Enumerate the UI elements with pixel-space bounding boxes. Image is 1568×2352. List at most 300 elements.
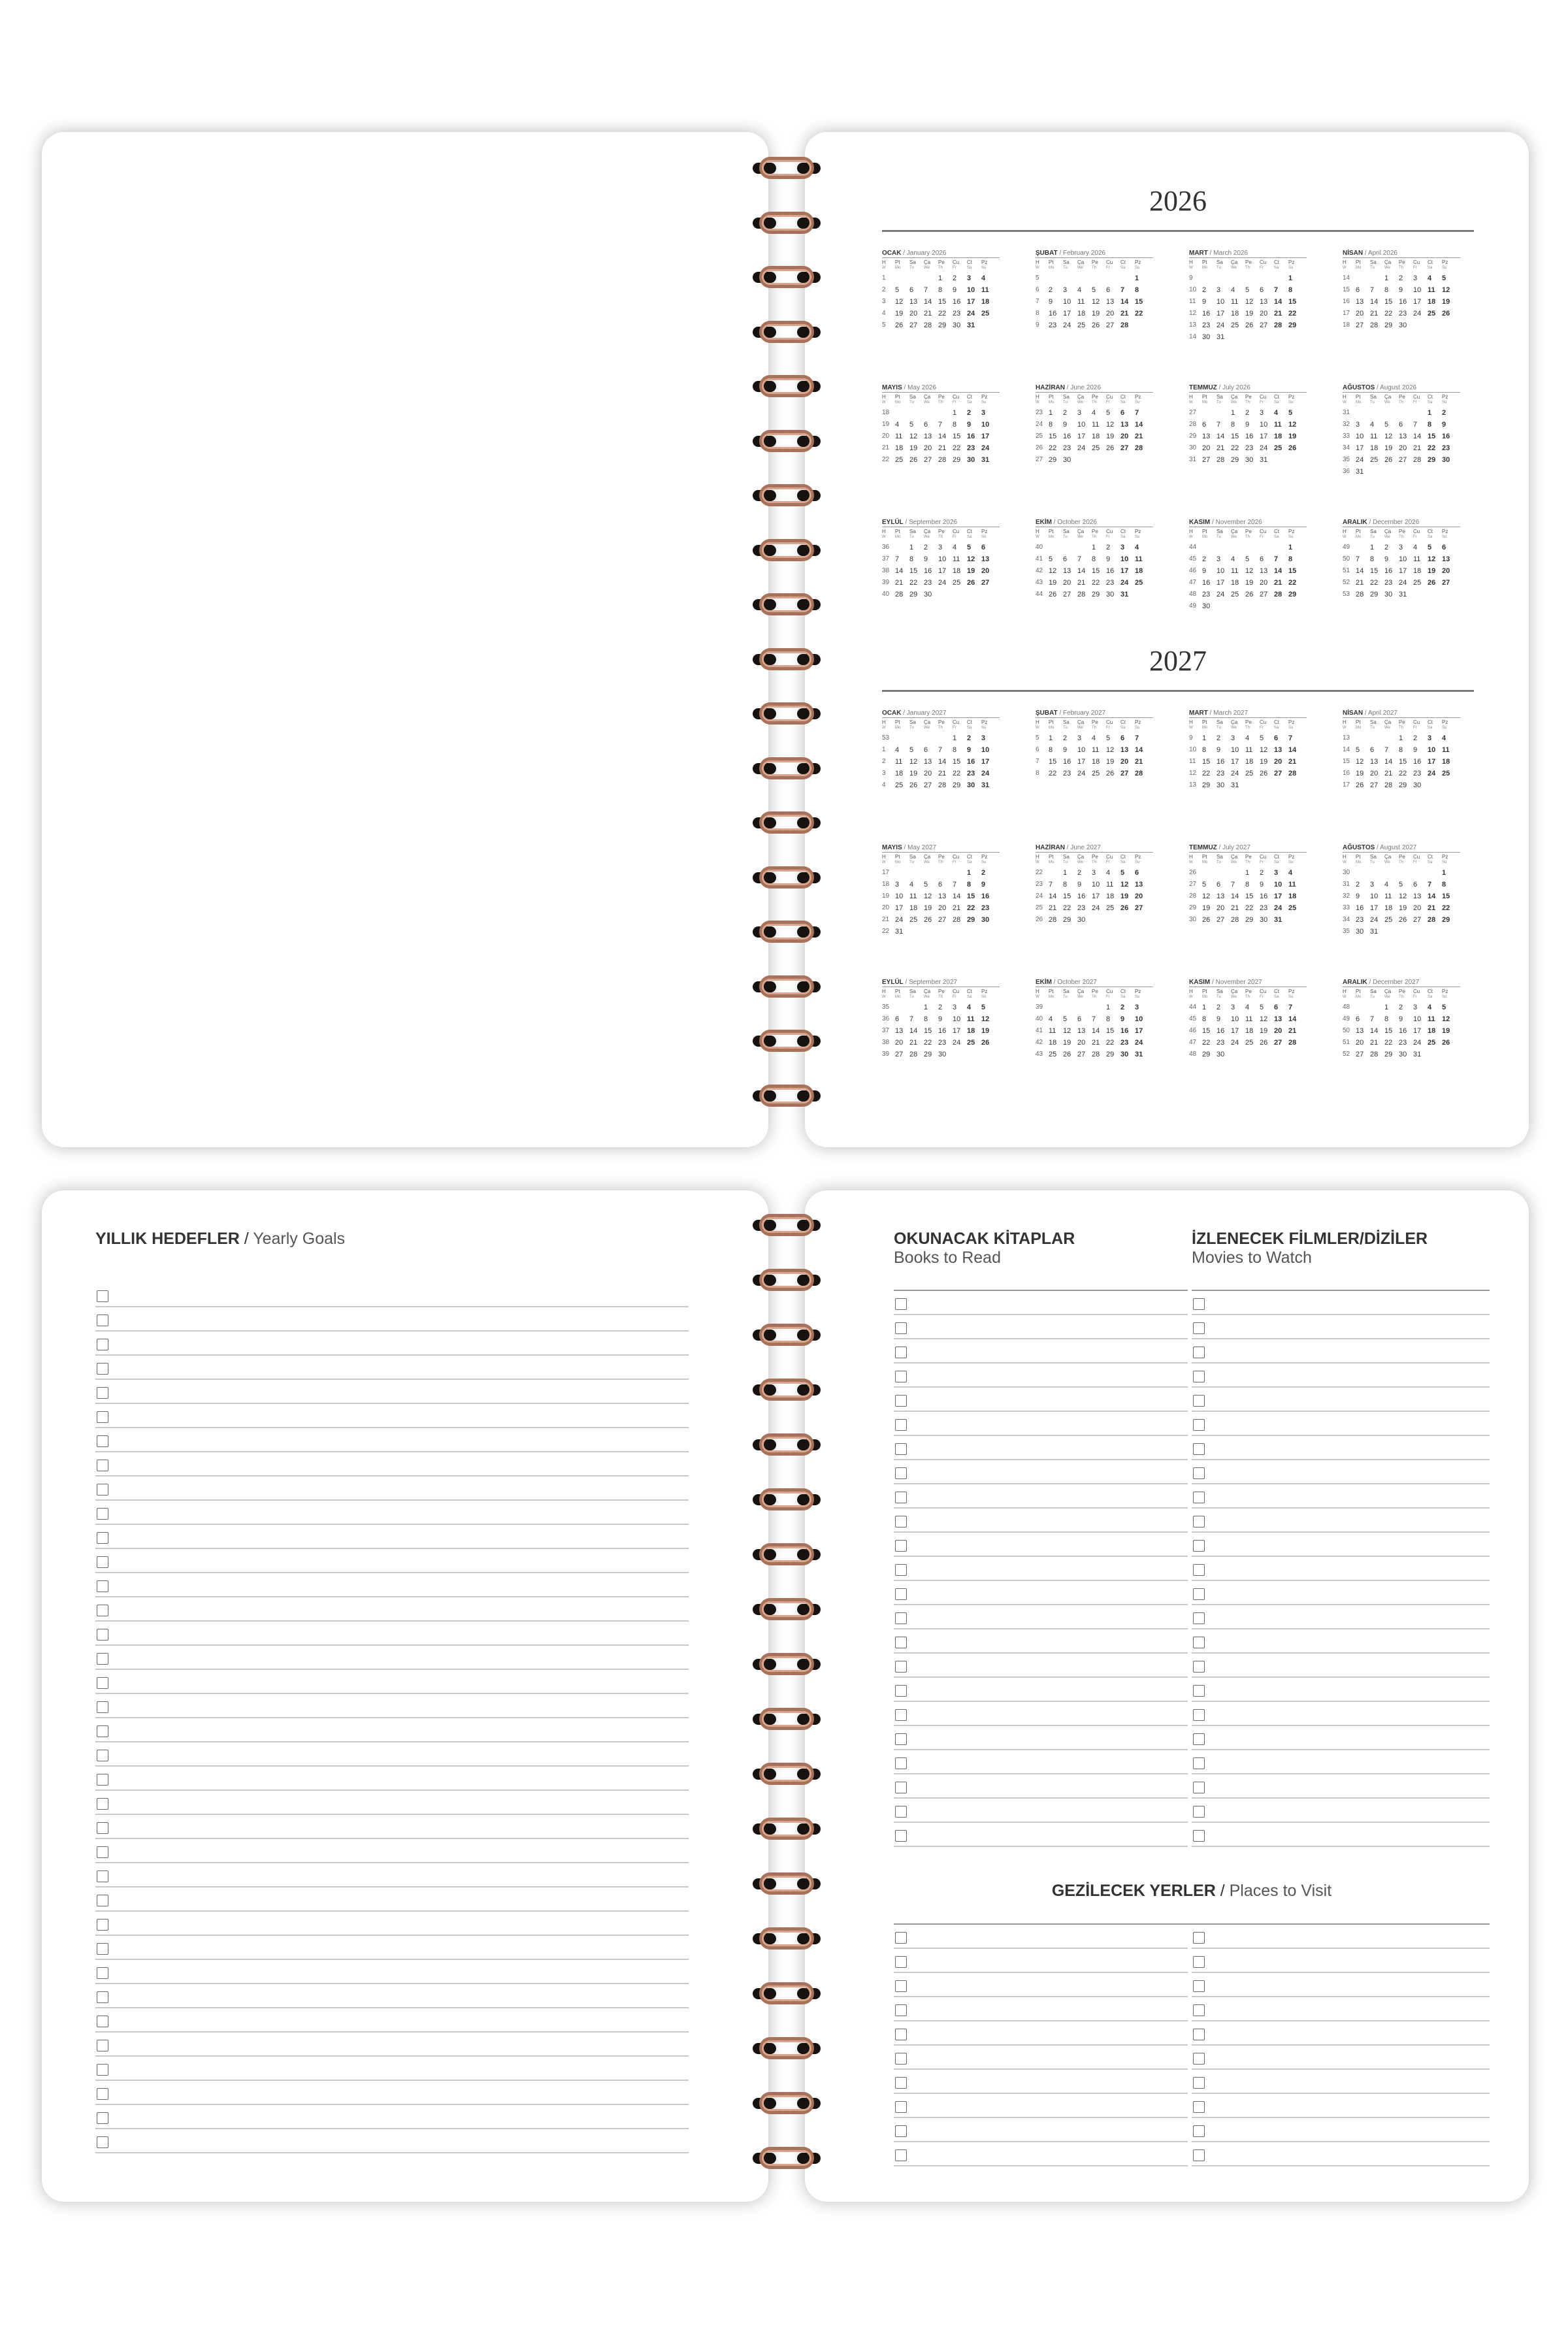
checkbox[interactable] (1193, 1347, 1205, 1358)
checkbox[interactable] (97, 1629, 108, 1641)
goal-row[interactable] (95, 2105, 689, 2129)
calendar-day: 9 (1106, 555, 1111, 563)
checkbox[interactable] (895, 2029, 907, 2040)
book-row[interactable] (894, 1291, 1188, 1315)
checkbox[interactable] (97, 1580, 108, 1592)
movie-row[interactable] (1192, 1750, 1490, 1774)
calendar-day: 16 (1049, 310, 1057, 318)
calendar-day (953, 926, 967, 938)
week-number: 50 (1343, 555, 1350, 563)
book-row[interactable] (894, 1605, 1188, 1629)
calendar-day (981, 589, 996, 600)
book-row[interactable] (894, 1702, 1188, 1726)
goal-row[interactable] (95, 2033, 689, 2057)
calendar-day (981, 319, 996, 331)
calendar-day: 7 (938, 421, 943, 429)
calendar-week (882, 272, 1000, 284)
checkbox[interactable] (97, 2016, 108, 2027)
calendar-day: 5 (1063, 1015, 1068, 1023)
weekday-header: H Pt Sa Ça Pe Cu Ct Pz (1343, 529, 1448, 534)
checkbox[interactable] (895, 2101, 907, 2113)
calendar-day: 26 (895, 321, 904, 329)
calendar-day: 21 (1049, 904, 1057, 912)
calendar-day: 19 (909, 444, 918, 452)
calendar-week (1343, 454, 1460, 466)
calendar-day: 24 (895, 916, 904, 924)
place-row[interactable] (1192, 2118, 1490, 2142)
movie-row[interactable] (1192, 1339, 1490, 1364)
book-row[interactable] (894, 1678, 1188, 1702)
calendar-day: 16 (967, 758, 975, 766)
goal-row[interactable] (95, 1646, 689, 1670)
book-row[interactable] (894, 1460, 1188, 1484)
checkbox[interactable] (895, 1588, 907, 1600)
book-row[interactable] (894, 1436, 1188, 1460)
calendar-day: 17 (1428, 758, 1436, 766)
checkbox[interactable] (895, 1347, 907, 1358)
calendar-week (882, 867, 1000, 879)
goal-row[interactable] (95, 1428, 689, 1452)
checkbox[interactable] (97, 1774, 108, 1786)
checkbox[interactable] (97, 1967, 108, 1979)
goal-row[interactable] (95, 1283, 689, 1307)
checkbox[interactable] (895, 1980, 907, 1992)
movie-row[interactable] (1192, 1799, 1490, 1823)
checkbox[interactable] (97, 1460, 108, 1471)
calendar-day: 4 (1384, 881, 1389, 889)
calendar-day: 14 (1217, 433, 1225, 440)
calendar-day: 21 (1077, 579, 1086, 587)
calendar-day: 21 (1274, 579, 1282, 587)
checkbox[interactable] (1193, 1709, 1205, 1721)
movie-row[interactable] (1192, 1315, 1490, 1339)
checkbox[interactable] (97, 1653, 108, 1665)
calendar-day: 7 (924, 286, 928, 294)
checkbox[interactable] (895, 1419, 907, 1431)
goal-row[interactable] (95, 2057, 689, 2081)
checkbox[interactable] (1193, 1516, 1205, 1527)
book-row[interactable] (894, 1654, 1188, 1678)
checkbox[interactable] (1193, 1298, 1205, 1310)
checkbox[interactable] (97, 2112, 108, 2124)
checkbox[interactable] (1193, 1492, 1205, 1503)
movie-row[interactable] (1192, 1726, 1490, 1750)
goal-row[interactable] (95, 1501, 689, 1525)
week-number: 48 (1343, 1004, 1350, 1011)
calendar-day (981, 926, 996, 938)
checkbox[interactable] (97, 1895, 108, 1906)
checkbox[interactable] (1193, 2077, 1205, 2089)
book-row[interactable] (894, 1799, 1188, 1823)
movie-row[interactable] (1192, 1509, 1490, 1533)
calendar-week (1036, 1002, 1153, 1013)
checkbox[interactable] (895, 2077, 907, 2089)
checkbox[interactable] (895, 1492, 907, 1503)
checkbox[interactable] (1193, 1932, 1205, 1944)
calendar-day: 17 (1231, 758, 1239, 766)
book-row[interactable] (894, 1629, 1188, 1654)
calendar-day: 10 (981, 421, 990, 429)
movie-row[interactable] (1192, 1678, 1490, 1702)
place-row[interactable] (894, 1949, 1188, 1973)
calendar-week (882, 577, 1000, 589)
movie-row[interactable] (1192, 1774, 1490, 1799)
calendar-day: 1 (953, 409, 957, 417)
movie-row[interactable] (1192, 1823, 1490, 1847)
place-row[interactable] (1192, 1949, 1490, 1973)
calendar-day: 31 (1356, 468, 1364, 476)
movie-row[interactable] (1192, 1412, 1490, 1436)
checkbox[interactable] (895, 1612, 907, 1624)
checkbox[interactable] (895, 1540, 907, 1552)
book-row[interactable] (894, 1750, 1188, 1774)
checkbox[interactable] (1193, 1830, 1205, 1842)
calendar-month (882, 250, 1000, 331)
goal-row[interactable] (95, 1525, 689, 1549)
place-row[interactable] (894, 1925, 1188, 1949)
calendar-day: 5 (1106, 409, 1111, 417)
calendar-day: 18 (895, 770, 904, 777)
place-row[interactable] (1192, 2046, 1490, 2070)
calendar-day: 27 (1120, 770, 1129, 777)
movie-row[interactable] (1192, 1629, 1490, 1654)
movie-row[interactable] (1192, 1484, 1490, 1509)
goal-row[interactable] (95, 1597, 689, 1622)
week-number: 39 (882, 1051, 890, 1058)
checkbox[interactable] (895, 1685, 907, 1697)
calendar-day: 7 (1413, 421, 1418, 429)
calendar-week (1189, 419, 1307, 431)
checkbox[interactable] (97, 1411, 108, 1423)
calendar-week (1189, 454, 1307, 466)
checkbox[interactable] (895, 1782, 907, 1793)
calendar-day: 17 (1260, 433, 1268, 440)
checkbox[interactable] (895, 2053, 907, 2065)
checkbox[interactable] (97, 1846, 108, 1858)
checkbox[interactable] (895, 2149, 907, 2161)
book-row[interactable] (894, 1339, 1188, 1364)
checkbox[interactable] (895, 1956, 907, 1968)
checkbox[interactable] (97, 1677, 108, 1689)
movie-row[interactable] (1192, 1581, 1490, 1605)
checkbox[interactable] (1193, 1443, 1205, 1455)
calendar-day: 17 (981, 433, 990, 440)
goal-row[interactable] (95, 1380, 689, 1404)
book-row[interactable] (894, 1484, 1188, 1509)
calendar-day (967, 1049, 981, 1060)
calendar-day: 19 (1399, 904, 1407, 912)
checkbox[interactable] (895, 1371, 907, 1382)
calendar-day: 23 (967, 444, 975, 452)
book-row[interactable] (894, 1726, 1188, 1750)
book-row[interactable] (894, 1774, 1188, 1799)
month-name: KASIM / November 2027 (1189, 979, 1307, 987)
place-row[interactable] (1192, 2070, 1490, 2094)
place-row[interactable] (894, 2021, 1188, 2046)
goal-row[interactable] (95, 1960, 689, 1984)
place-row[interactable] (894, 2118, 1188, 2142)
checkbox[interactable] (895, 1637, 907, 1648)
checkbox[interactable] (1193, 1419, 1205, 1431)
calendar-day: 8 (1384, 1015, 1389, 1023)
checkbox[interactable] (97, 1532, 108, 1544)
checkbox[interactable] (97, 1701, 108, 1713)
calendar-day: 23 (1202, 591, 1211, 598)
movie-row[interactable] (1192, 1702, 1490, 1726)
week-number: 32 (1343, 892, 1350, 900)
calendar-day: 20 (981, 567, 990, 575)
checkbox[interactable] (895, 1932, 907, 1944)
checkbox[interactable] (895, 1806, 907, 1818)
week-number: 22 (882, 928, 890, 935)
goal-row[interactable] (95, 1356, 689, 1380)
checkbox[interactable] (895, 1564, 907, 1576)
goal-row[interactable] (95, 1767, 689, 1791)
calendar-day: 26 (1049, 591, 1057, 598)
checkbox[interactable] (1193, 1564, 1205, 1576)
checkbox[interactable] (895, 1830, 907, 1842)
calendar-day (1063, 1002, 1077, 1013)
checkbox[interactable] (895, 1298, 907, 1310)
checkbox[interactable] (97, 1798, 108, 1810)
checkbox[interactable] (97, 1870, 108, 1882)
place-row[interactable] (1192, 1925, 1490, 1949)
goal-row[interactable] (95, 1815, 689, 1839)
place-row[interactable] (894, 2046, 1188, 2070)
checkbox[interactable] (1193, 2125, 1205, 2137)
checkbox[interactable] (895, 1443, 907, 1455)
checkbox[interactable] (1193, 1395, 1205, 1407)
goal-row[interactable] (95, 1984, 689, 2008)
checkbox[interactable] (1193, 1956, 1205, 1968)
calendar-month (1343, 844, 1460, 938)
calendar-day: 2 (1120, 1004, 1125, 1011)
place-row[interactable] (1192, 1997, 1490, 2021)
calendar-day: 24 (938, 579, 947, 587)
checkbox[interactable] (895, 1709, 907, 1721)
goal-row[interactable] (95, 1718, 689, 1742)
weekday-header-en: W Mo Tu We Th Fr Sa Su (1189, 266, 1294, 270)
checkbox[interactable] (895, 1322, 907, 1334)
checkbox[interactable] (895, 2004, 907, 2016)
checkbox[interactable] (1193, 2004, 1205, 2016)
calendar-day: 10 (1260, 421, 1268, 429)
calendar-day: 14 (1231, 892, 1239, 900)
goal-row[interactable] (95, 1573, 689, 1597)
movie-row[interactable] (1192, 1533, 1490, 1557)
book-row[interactable] (894, 1509, 1188, 1533)
place-row[interactable] (894, 2070, 1188, 2094)
checkbox[interactable] (1193, 1661, 1205, 1673)
checkbox[interactable] (1193, 1806, 1205, 1818)
goal-row[interactable] (95, 2008, 689, 2033)
checkbox[interactable] (97, 1919, 108, 1931)
goal-row[interactable] (95, 1791, 689, 1815)
goal-row[interactable] (95, 1742, 689, 1767)
goal-row[interactable] (95, 1331, 689, 1356)
checkbox[interactable] (895, 2125, 907, 2137)
weekday-header: H Pt Sa Ça Pe Cu Ct Pz (1189, 719, 1295, 725)
movie-row[interactable] (1192, 1388, 1490, 1412)
calendar-day: 29 (1202, 781, 1211, 789)
movie-row[interactable] (1192, 1557, 1490, 1581)
calendar-week (1036, 914, 1153, 926)
movie-row[interactable] (1192, 1605, 1490, 1629)
calendar-day: 29 (1442, 916, 1450, 924)
checkbox[interactable] (1193, 1980, 1205, 1992)
checkbox[interactable] (895, 1757, 907, 1769)
weekday-header: H Pt Sa Ça Pe Cu Ct Pz (1189, 394, 1295, 400)
checkbox[interactable] (1193, 1612, 1205, 1624)
goal-row[interactable] (95, 1863, 689, 1887)
calendar-day: 18 (1370, 444, 1379, 452)
checkbox[interactable] (97, 1508, 108, 1520)
calendar-day: 12 (1260, 1015, 1268, 1023)
calendar-day: 24 (1413, 1039, 1422, 1047)
book-row[interactable] (894, 1823, 1188, 1847)
place-row[interactable] (894, 1997, 1188, 2021)
checkbox[interactable] (1193, 2149, 1205, 2161)
book-row[interactable] (894, 1412, 1188, 1436)
book-row[interactable] (894, 1581, 1188, 1605)
place-row[interactable] (1192, 2094, 1490, 2118)
checkbox[interactable] (97, 2064, 108, 2076)
calendar-year-rule (882, 230, 1474, 232)
week-number: 46 (1189, 567, 1197, 574)
movie-row[interactable] (1192, 1436, 1490, 1460)
calendar-day: 9 (953, 286, 957, 294)
calendar-day: 11 (1274, 421, 1282, 429)
calendar-day: 5 (1120, 869, 1125, 877)
goal-row[interactable] (95, 2081, 689, 2105)
place-row[interactable] (894, 1973, 1188, 1997)
place-row[interactable] (1192, 2142, 1490, 2166)
checkbox[interactable] (1193, 1782, 1205, 1793)
checkbox[interactable] (895, 1467, 907, 1479)
calendar-month (1036, 844, 1153, 926)
calendar-day: 10 (1231, 1015, 1239, 1023)
checkbox[interactable] (1193, 1322, 1205, 1334)
week-number: 35 (1343, 928, 1350, 935)
calendar-week (882, 419, 1000, 431)
checkbox[interactable] (1193, 2029, 1205, 2040)
checkbox[interactable] (895, 1516, 907, 1527)
checkbox[interactable] (97, 2088, 108, 2100)
movie-row[interactable] (1192, 1291, 1490, 1315)
checkbox[interactable] (97, 1822, 108, 1834)
checkbox[interactable] (97, 1315, 108, 1326)
checkbox[interactable] (97, 1339, 108, 1350)
calendar-day: 17 (1077, 758, 1086, 766)
checkbox[interactable] (97, 1605, 108, 1616)
checkbox[interactable] (97, 1363, 108, 1375)
calendar-day: 9 (1384, 555, 1389, 563)
goal-row[interactable] (95, 1887, 689, 1912)
checkbox[interactable] (1193, 1540, 1205, 1552)
checkbox[interactable] (97, 1387, 108, 1399)
checkbox[interactable] (1193, 1467, 1205, 1479)
book-row[interactable] (894, 1557, 1188, 1581)
calendar-day: 4 (1288, 869, 1293, 877)
place-row[interactable] (894, 2142, 1188, 2166)
calendar-day: 22 (1135, 310, 1143, 318)
goal-row[interactable] (95, 1477, 689, 1501)
checkbox[interactable] (895, 1661, 907, 1673)
calendar-day: 23 (1063, 444, 1071, 452)
checkbox[interactable] (97, 1290, 108, 1302)
checkbox[interactable] (1193, 1371, 1205, 1382)
place-row[interactable] (1192, 1973, 1490, 1997)
checkbox[interactable] (1193, 1588, 1205, 1600)
book-row[interactable] (894, 1364, 1188, 1388)
week-number: 51 (1343, 1039, 1350, 1046)
calendar-day: 15 (1399, 758, 1407, 766)
checkbox[interactable] (1193, 1637, 1205, 1648)
checkbox[interactable] (97, 2040, 108, 2051)
checkbox[interactable] (97, 1991, 108, 2003)
calendar-day: 25 (967, 1039, 975, 1047)
checkbox[interactable] (1193, 1733, 1205, 1745)
calendar-day: 30 (1106, 591, 1115, 598)
goal-row[interactable] (95, 1694, 689, 1718)
checkbox[interactable] (895, 1395, 907, 1407)
calendar-day: 25 (1245, 770, 1254, 777)
book-row[interactable] (894, 1533, 1188, 1557)
goal-row[interactable] (95, 1839, 689, 1863)
goal-row[interactable] (95, 1936, 689, 1960)
movie-row[interactable] (1192, 1654, 1490, 1678)
goal-row[interactable] (95, 1622, 689, 1646)
calendar-day: 20 (909, 310, 918, 318)
checkbox[interactable] (97, 1484, 108, 1495)
goal-row[interactable] (95, 1452, 689, 1477)
checkbox[interactable] (895, 1733, 907, 1745)
movie-row[interactable] (1192, 1364, 1490, 1388)
calendar-day: 22 (1288, 579, 1297, 587)
movie-row[interactable] (1192, 1460, 1490, 1484)
checkbox[interactable] (97, 1750, 108, 1761)
calendar-day: 1 (1049, 409, 1053, 417)
calendar-day: 29 (1092, 591, 1100, 598)
goal-row[interactable] (95, 1404, 689, 1428)
calendar-day: 13 (1442, 555, 1450, 563)
checkbox[interactable] (97, 1435, 108, 1447)
calendar-day: 17 (1413, 1027, 1422, 1035)
checkbox[interactable] (1193, 2101, 1205, 2113)
checkbox[interactable] (97, 1556, 108, 1568)
checkbox[interactable] (97, 2136, 108, 2148)
goal-row[interactable] (95, 1549, 689, 1573)
week-number: 13 (1343, 734, 1350, 742)
goal-row[interactable] (95, 1670, 689, 1694)
book-row[interactable] (894, 1388, 1188, 1412)
place-row[interactable] (1192, 2021, 1490, 2046)
calendar-day (895, 407, 909, 419)
checkbox[interactable] (97, 1725, 108, 1737)
checkbox[interactable] (1193, 1685, 1205, 1697)
goal-row[interactable] (95, 1912, 689, 1936)
calendar-day: 2 (1217, 1004, 1221, 1011)
calendar-day: 30 (1202, 333, 1211, 341)
book-row[interactable] (894, 1315, 1188, 1339)
goal-row[interactable] (95, 2129, 689, 2153)
checkbox[interactable] (1193, 1757, 1205, 1769)
calendar-day: 31 (1120, 591, 1129, 598)
checkbox[interactable] (1193, 2053, 1205, 2065)
checkbox[interactable] (97, 1943, 108, 1955)
place-row[interactable] (894, 2094, 1188, 2118)
goal-row[interactable] (95, 1307, 689, 1331)
